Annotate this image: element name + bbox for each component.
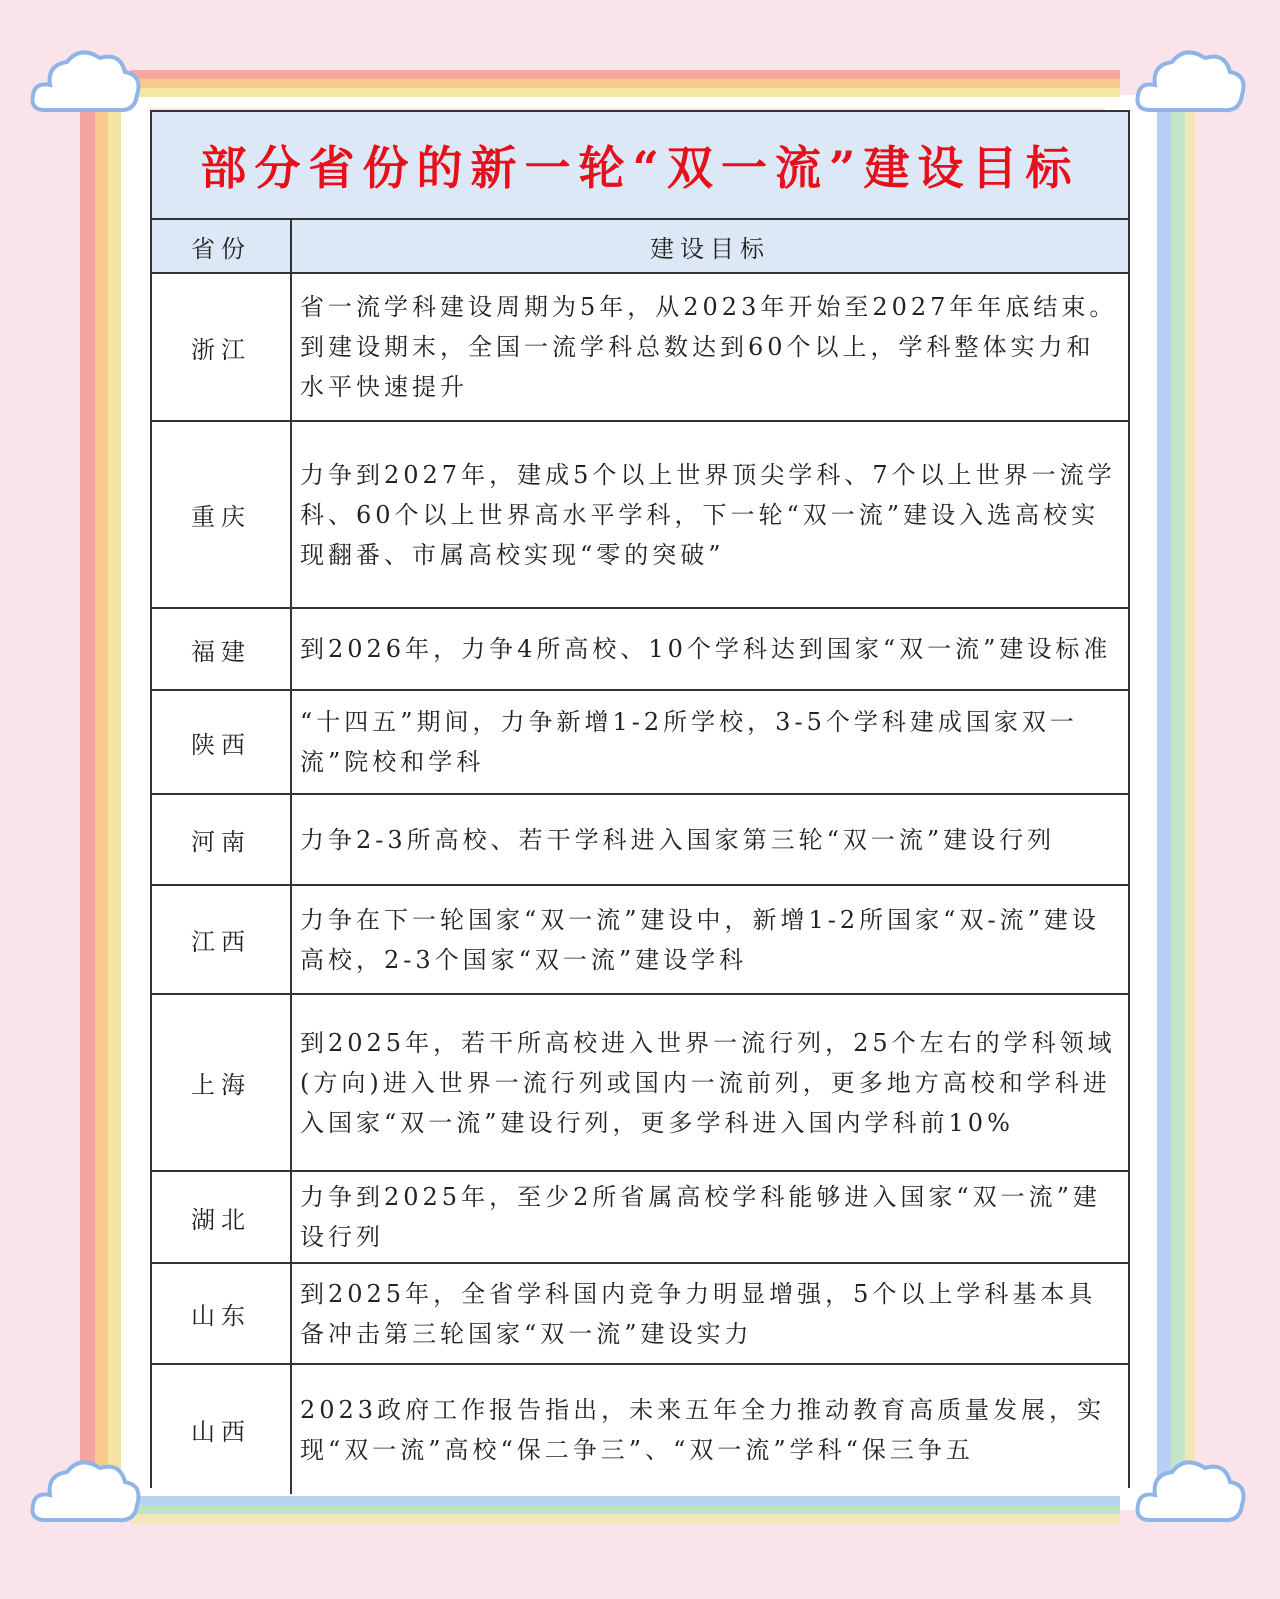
goals-card <box>150 110 1130 1488</box>
title-bar <box>152 112 1128 220</box>
table-row <box>152 1263 1128 1364</box>
goal-cell: 到2026年，力争4所高校、10个学科达到国家“双一流”建设标准 <box>291 608 1128 690</box>
province-cell: 河南 <box>152 794 291 885</box>
table-row <box>152 994 1128 1171</box>
goals-table <box>152 220 1128 1494</box>
province-cell: 陕西 <box>152 690 291 794</box>
cloud-icon <box>1130 1450 1250 1540</box>
table-row <box>152 1364 1128 1494</box>
page-title: 部分省份的新一轮“双一流”建设目标 <box>200 141 1080 195</box>
goal-cell: 力争2-3所高校、若干学科进入国家第三轮“双一流”建设行列 <box>291 794 1128 885</box>
goal-cell: 2023政府工作报告指出，未来五年全力推动教育高质量发展，实现“双一流”高校“保二争三”、“双一流”学科“保三争五 <box>300 1395 1106 1464</box>
goal-cell: 力争到2027年，建成5个以上世界顶尖学科、7个以上世界一流学科、60个以上世界高水平学科，下一轮“双一流”建设入选高校实现翻番、市属高校实现“零的突破” <box>291 421 1128 608</box>
cloud-icon <box>25 1450 145 1540</box>
cloud-icon <box>1130 40 1250 130</box>
province-header: 省份 <box>152 220 291 273</box>
goal-cell: 省一流学科建设周期为5年，从2023年开始至2027年年底结束。到建设期末，全国一流学科总数达到60个以上，学科整体实力和水平快速提升 <box>291 273 1128 421</box>
top-rainbow-border <box>130 70 1120 108</box>
province-cell: 上海 <box>152 994 291 1171</box>
table-row <box>152 1171 1128 1263</box>
province-cell: 浙江 <box>152 273 291 421</box>
province-cell: 福建 <box>152 608 291 690</box>
province-cell: 重庆 <box>152 421 291 608</box>
table-row <box>152 608 1128 690</box>
table-row <box>152 690 1128 794</box>
province-cell: 江西 <box>152 885 291 994</box>
left-rainbow-border <box>75 95 150 1510</box>
goal-header: 建设目标 <box>291 220 1128 273</box>
goal-cell: 力争在下一轮国家“双一流”建设中，新增1-2所国家“双-流”建设高校，2-3个国家“双一流”建设学科 <box>291 885 1128 994</box>
goal-cell: “十四五”期间，力争新增1-2所学校，3-5个学科建成国家双一流”院校和学科 <box>291 690 1128 794</box>
province-cell: 山东 <box>152 1263 291 1364</box>
goal-cell: 到2025年，全省学科国内竞争力明显增强，5个以上学科基本具备冲击第三轮国家“双一流”建设实力 <box>291 1263 1128 1364</box>
goal-cell: 力争到2025年，至少2所省属高校学科能够进入国家“双一流”建设行列 <box>291 1171 1128 1263</box>
table-row <box>152 885 1128 994</box>
province-cell: 山西 <box>152 1364 291 1494</box>
cloud-icon <box>25 40 145 130</box>
goal-cell: 到2025年，若干所高校进入世界一流行列，25个左右的学科领域(方向)进入世界一流行列或国内一流前列，更多地方高校和学科进入国家“双一流”建设行列，更多学科进入国内学科前10% <box>291 994 1128 1171</box>
table-row <box>152 273 1128 421</box>
table-row <box>152 794 1128 885</box>
table-header-row <box>152 220 1128 273</box>
table-row <box>152 421 1128 608</box>
province-cell: 湖北 <box>152 1171 291 1263</box>
